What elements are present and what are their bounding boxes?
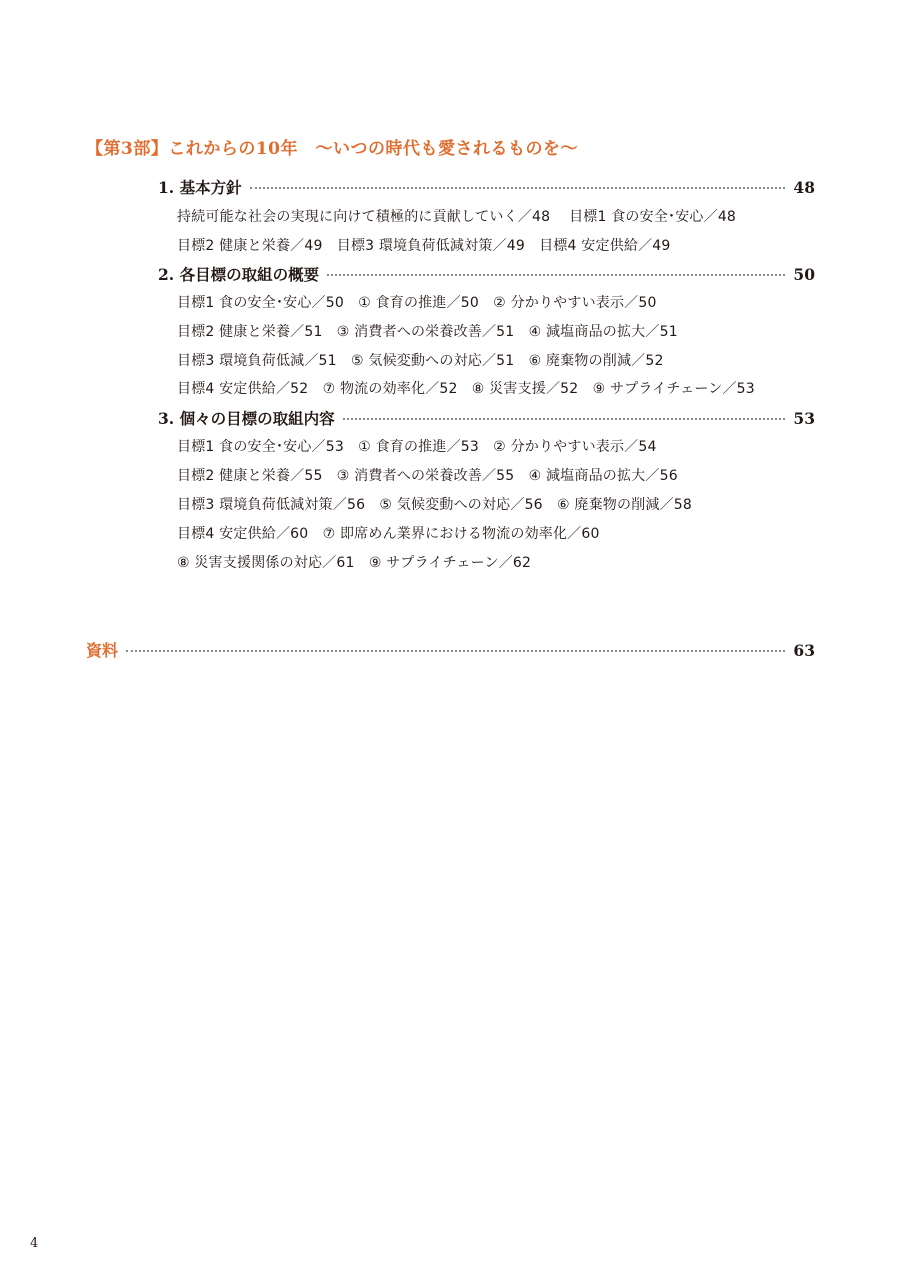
section-label: 3. 個々の目標の取組内容 [158, 409, 335, 428]
section-page: 50 [793, 265, 815, 284]
toc-line[interactable]: 持続可能な社会の実現に向けて積極的に貢献していく／48 目標1 食の安全･安心／48 [177, 209, 737, 225]
toc-line[interactable]: 目標2 健康と栄養／49 目標3 環境負荷低減対策／49 目標4 安定供給／49 [177, 238, 671, 254]
toc-line[interactable]: 目標1 食の安全･安心／50 ① 食育の推進／50 ② 分かりやすい表示／50 [177, 295, 657, 311]
toc-line[interactable]: 目標4 安定供給／52 ⑦ 物流の効率化／52 ⑧ 災害支援／52 ⑨ サプライチェーン／53 [177, 381, 755, 397]
dot-leader [250, 187, 786, 189]
dot-leader [126, 650, 785, 652]
appendix-label: 資料 [86, 641, 119, 660]
toc-line[interactable]: 目標2 健康と栄養／51 ③ 消費者への栄養改善／51 ④ 減塩商品の拡大／51 [177, 324, 678, 340]
toc-line[interactable]: ⑧ 災害支援関係の対応／61 ⑨ サプライチェーン／62 [177, 555, 532, 571]
section-page: 48 [793, 178, 815, 197]
section-label: 1. 基本方針 [158, 178, 242, 197]
toc-section-3[interactable] [158, 407, 815, 429]
appendix-page: 63 [793, 641, 815, 660]
toc-line[interactable]: 目標2 健康と栄養／55 ③ 消費者への栄養改善／55 ④ 減塩商品の拡大／56 [177, 468, 678, 484]
dot-leader [327, 274, 785, 276]
toc-section-2[interactable] [158, 263, 815, 285]
dot-leader [343, 418, 786, 420]
page-number: 4 [30, 1236, 39, 1251]
toc-line[interactable]: 目標3 環境負荷低減／51 ⑤ 気候変動への対応／51 ⑥ 廃棄物の削減／52 [177, 353, 664, 369]
toc-line[interactable]: 目標3 環境負荷低減対策／56 ⑤ 気候変動への対応／56 ⑥ 廃棄物の削減／58 [177, 497, 693, 513]
toc-section-1[interactable] [158, 176, 815, 198]
section-label: 2. 各目標の取組の概要 [158, 265, 320, 284]
toc-line[interactable]: 目標4 安定供給／60 ⑦ 即席めん業界における物流の効率化／60 [177, 526, 600, 542]
part-title: 【第3部】これからの10年 ～いつの時代も愛されるものを～ [86, 139, 578, 159]
toc-line[interactable]: 目標1 食の安全･安心／53 ① 食育の推進／53 ② 分かりやすい表示／54 [177, 439, 657, 455]
section-page: 53 [793, 409, 815, 428]
toc-appendix[interactable] [86, 638, 815, 661]
